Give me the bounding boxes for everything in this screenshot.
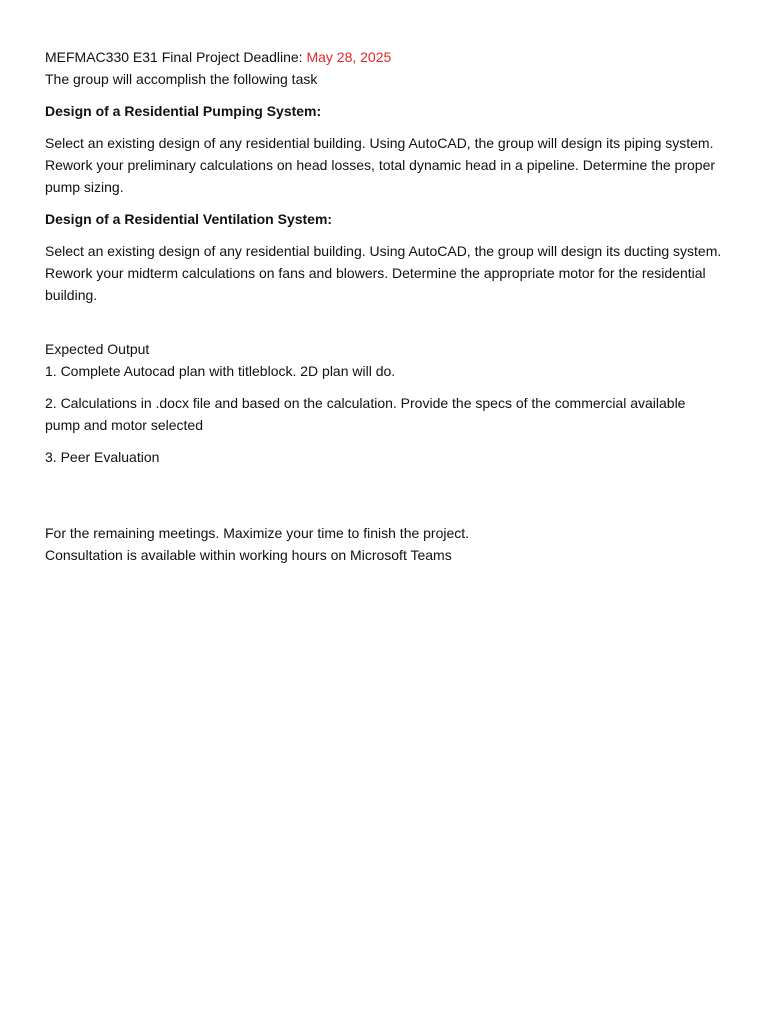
pumping-heading: Design of a Residential Pumping System:	[45, 103, 322, 119]
intro-text: The group will accomplish the following task	[45, 71, 318, 87]
project-title-line	[45, 46, 723, 68]
deadline-date: May 28, 2025	[306, 49, 392, 65]
output-item-3: 3. Peer Evaluation	[45, 449, 160, 465]
ventilation-body: Select an existing design of any residential building. Using AutoCAD, the group will design its ducting system. Rework your midterm calculations on fans and blowers. Determine the appropriate motor for the residential building.	[45, 243, 722, 303]
output-item-1: 1. Complete Autocad plan with titleblock. 2D plan will do.	[45, 363, 396, 379]
closing-line-2: Consultation is available within working hours on Microsoft Teams	[45, 547, 452, 563]
ventilation-heading: Design of a Residential Ventilation System:	[45, 211, 333, 227]
output-item-2: 2. Calculations in .docx file and based on the calculation. Provide the specs of the commercial available pump and motor selected	[45, 395, 686, 433]
closing-line-1: For the remaining meetings. Maximize your time to finish the project.	[45, 525, 470, 541]
pumping-body: Select an existing design of any residential building. Using AutoCAD, the group will design its piping system. Rework your preliminary calculations on head losses, total dynamic head in a pipeline. Determine the proper pump sizing.	[45, 135, 716, 195]
expected-output-title: Expected Output	[45, 341, 150, 357]
project-title: MEFMAC330 E31 Final Project Deadline:	[45, 49, 307, 65]
